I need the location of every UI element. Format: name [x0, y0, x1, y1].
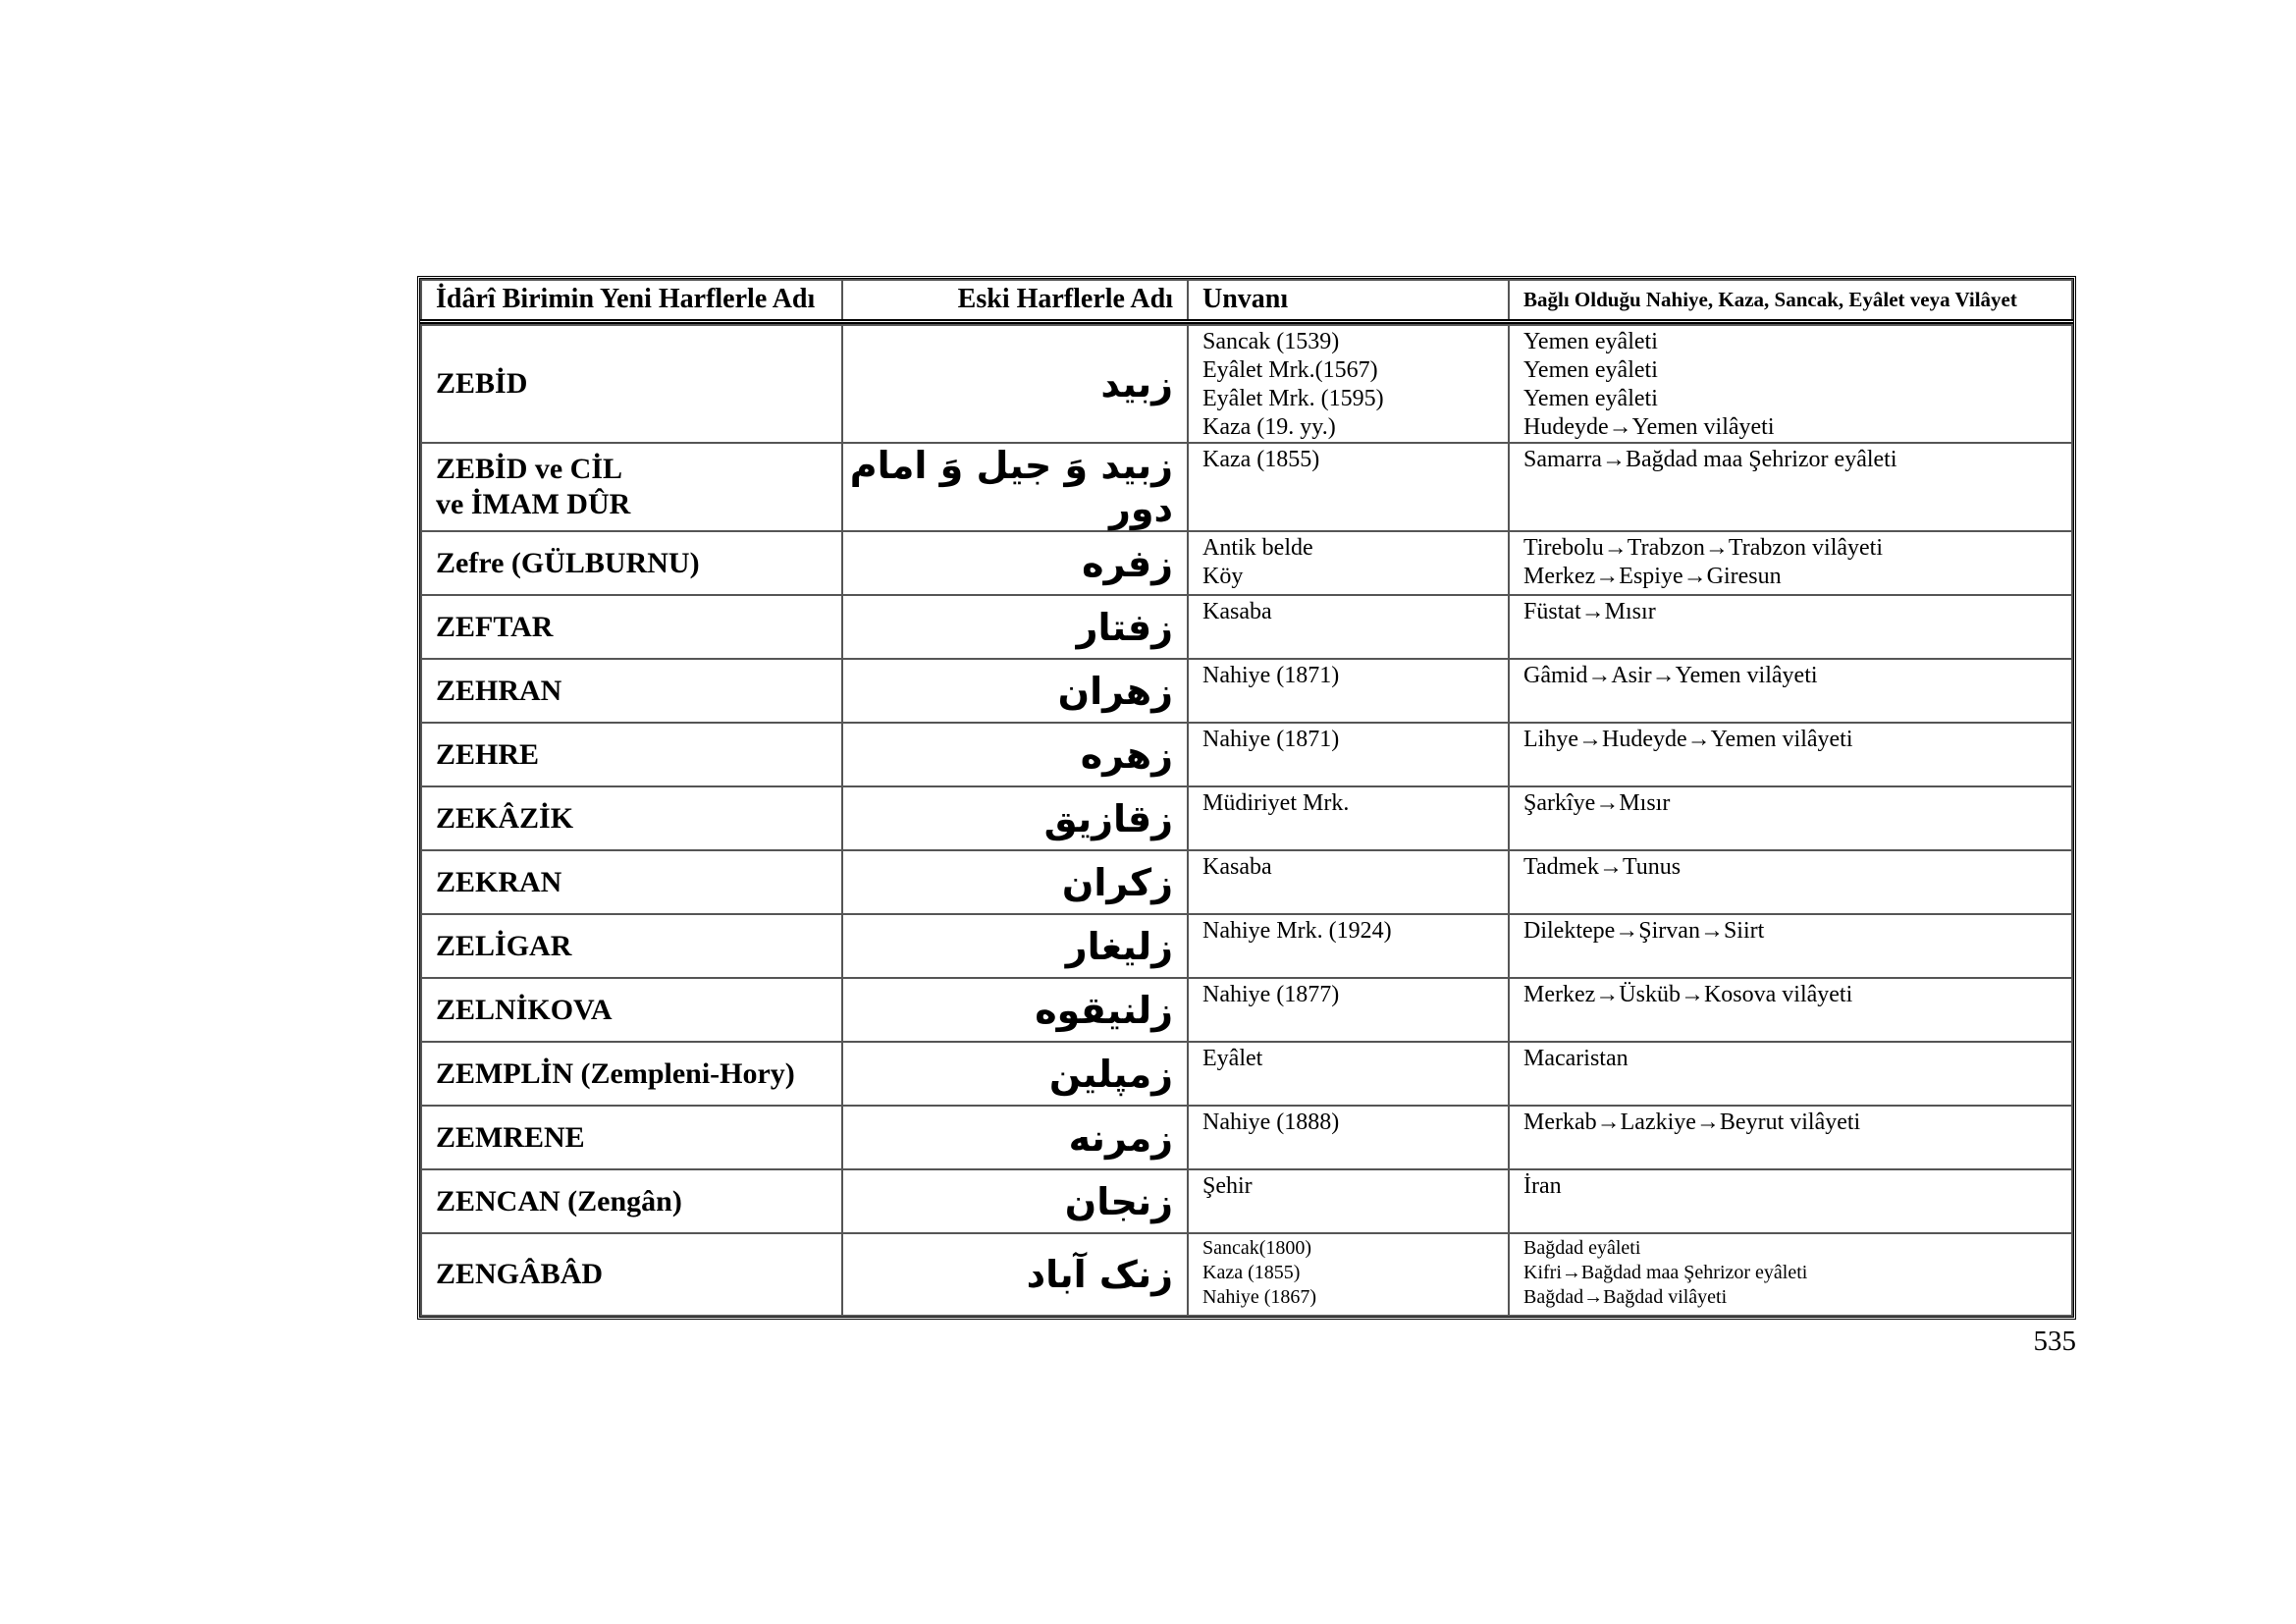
affiliation-line: Merkab→Lazkiye→Beyrut vilâyeti	[1523, 1110, 1861, 1135]
row-old-name: زكران	[842, 850, 1188, 914]
table-header-row	[421, 280, 2072, 321]
affiliation-line: Merkez→Üsküb→Kosova vilâyeti	[1523, 982, 1853, 1007]
row-title	[1188, 443, 1509, 531]
row-old-name: زهره	[842, 723, 1188, 786]
name-line: ZEMRENE	[436, 1120, 585, 1154]
table-row	[421, 659, 2072, 723]
row-new-name	[421, 1233, 842, 1316]
row-new-name	[421, 1042, 842, 1106]
table-row	[421, 531, 2072, 595]
row-affiliation	[1509, 595, 2072, 659]
table-row	[421, 595, 2072, 659]
row-title	[1188, 531, 1509, 595]
gazetteer-table-frame	[417, 276, 2076, 1320]
row-affiliation	[1509, 1042, 2072, 1106]
name-line: ZEHRAN	[436, 674, 562, 707]
affiliation-line: Tirebolu→Trabzon→Trabzon vilâyeti	[1523, 535, 1883, 561]
name-line: ZEHRE	[436, 737, 540, 771]
affiliation-line: İran	[1523, 1173, 1562, 1199]
table-body	[421, 321, 2072, 1316]
table-row	[421, 443, 2072, 531]
row-old-name: زفتار	[842, 595, 1188, 659]
row-new-name	[421, 659, 842, 723]
page-number: 535	[2033, 1326, 2076, 1357]
row-old-name: زمرنه	[842, 1106, 1188, 1169]
row-title	[1188, 1106, 1509, 1169]
row-title	[1188, 1233, 1509, 1316]
row-new-name	[421, 531, 842, 595]
header-new-name: İdârî Birimin Yeni Harflerle Adı	[421, 280, 842, 321]
affiliation-line: Bağdad eyâleti	[1523, 1237, 1641, 1259]
name-line: ZEBİD	[436, 367, 528, 400]
affiliation-line: Yemen eyâleti	[1523, 357, 1658, 383]
row-title	[1188, 1169, 1509, 1233]
row-old-name: زمپلين	[842, 1042, 1188, 1106]
affiliation-line: Samarra→Bağdad maa Şehrizor eyâleti	[1523, 447, 1897, 472]
row-new-name	[421, 443, 842, 531]
row-old-name: زفره	[842, 531, 1188, 595]
title-line: Nahiye (1877)	[1202, 982, 1340, 1007]
row-title	[1188, 850, 1509, 914]
row-new-name	[421, 786, 842, 850]
name-line: Zefre (GÜLBURNU)	[436, 546, 700, 579]
row-affiliation	[1509, 978, 2072, 1042]
table-row	[421, 1169, 2072, 1233]
table-row	[421, 723, 2072, 786]
name-line: ZELNİKOVA	[436, 993, 613, 1026]
name-line: ZEMPLİN (Zempleni-Hory)	[436, 1056, 795, 1090]
title-line: Kasaba	[1202, 599, 1272, 624]
row-new-name	[421, 914, 842, 978]
affiliation-line: Hudeyde→Yemen vilâyeti	[1523, 414, 1775, 440]
table-row	[421, 850, 2072, 914]
row-title	[1188, 325, 1509, 443]
title-line: Kaza (1855)	[1202, 447, 1320, 472]
row-title	[1188, 595, 1509, 659]
row-old-name: زليغار	[842, 914, 1188, 978]
row-affiliation	[1509, 914, 2072, 978]
table-row	[421, 914, 2072, 978]
name-line: ZELİGAR	[436, 929, 572, 962]
table-row	[421, 1233, 2072, 1316]
title-line: Antik belde	[1202, 535, 1313, 561]
name-line: ZEBİD ve CİL	[436, 453, 623, 485]
title-line: Sancak(1800)	[1202, 1237, 1312, 1259]
affiliation-line: Lihye→Hudeyde→Yemen vilâyeti	[1523, 727, 1853, 752]
table-row	[421, 1106, 2072, 1169]
row-affiliation	[1509, 325, 2072, 443]
table-row	[421, 325, 2072, 443]
title-line: Nahiye (1871)	[1202, 727, 1340, 752]
row-old-name: زبيد	[842, 325, 1188, 443]
affiliation-line: Dilektepe→Şirvan→Siirt	[1523, 918, 1765, 944]
title-line: Nahiye (1871)	[1202, 663, 1340, 688]
affiliation-line: Merkez→Espiye→Giresun	[1523, 564, 1782, 589]
affiliation-line: Bağdad→Bağdad vilâyeti	[1523, 1286, 1728, 1308]
name-line: ZEKÂZİK	[436, 801, 574, 835]
row-title	[1188, 978, 1509, 1042]
title-line: Eyâlet	[1202, 1046, 1263, 1071]
row-new-name	[421, 850, 842, 914]
row-title	[1188, 786, 1509, 850]
row-affiliation	[1509, 1106, 2072, 1169]
name-line: ve İMAM DÛR	[436, 488, 631, 520]
table-row	[421, 786, 2072, 850]
title-line: Köy	[1202, 564, 1244, 589]
name-line: ZEKRAN	[436, 865, 562, 898]
affiliation-line: Kifri→Bağdad maa Şehrizor eyâleti	[1523, 1262, 1808, 1283]
row-affiliation	[1509, 443, 2072, 531]
row-title	[1188, 723, 1509, 786]
row-title	[1188, 914, 1509, 978]
affiliation-line: Yemen eyâleti	[1523, 329, 1658, 354]
row-old-name: زبيد وَ جيل وَ امام دور	[842, 443, 1188, 531]
affiliation-line: Macaristan	[1523, 1046, 1629, 1071]
title-line: Şehir	[1202, 1173, 1253, 1199]
title-line: Sancak (1539)	[1202, 329, 1340, 354]
row-affiliation	[1509, 531, 2072, 595]
affiliation-line: Füstat→Mısır	[1523, 599, 1656, 624]
affiliation-line: Şarkîye→Mısır	[1523, 790, 1671, 816]
affiliation-line: Yemen eyâleti	[1523, 386, 1658, 411]
title-line: Nahiye (1888)	[1202, 1110, 1340, 1135]
row-new-name	[421, 978, 842, 1042]
header-title: Unvanı	[1188, 280, 1509, 321]
table-row	[421, 978, 2072, 1042]
title-line: Kaza (19. yy.)	[1202, 414, 1336, 440]
title-line: Eyâlet Mrk. (1595)	[1202, 386, 1384, 411]
name-line: ZENCAN (Zengân)	[436, 1184, 682, 1218]
row-affiliation	[1509, 1169, 2072, 1233]
row-old-name: زلنيقوه	[842, 978, 1188, 1042]
gazetteer-table	[420, 279, 2073, 1317]
name-line: ZENGÂBÂD	[436, 1258, 604, 1290]
row-new-name	[421, 595, 842, 659]
header-old-name: Eski Harflerle Adı	[842, 280, 1188, 321]
title-line: Müdiriyet Mrk.	[1202, 790, 1350, 816]
row-new-name	[421, 1169, 842, 1233]
affiliation-line: Gâmid→Asir→Yemen vilâyeti	[1523, 663, 1818, 688]
title-line: Kaza (1855)	[1202, 1262, 1301, 1283]
row-new-name	[421, 723, 842, 786]
name-line: ZEFTAR	[436, 610, 554, 643]
row-affiliation	[1509, 786, 2072, 850]
affiliation-line: Tadmek→Tunus	[1523, 854, 1682, 880]
table-row	[421, 1042, 2072, 1106]
title-line: Nahiye Mrk. (1924)	[1202, 918, 1392, 944]
row-new-name	[421, 1106, 842, 1169]
row-affiliation	[1509, 659, 2072, 723]
row-new-name	[421, 325, 842, 443]
title-line: Nahiye (1867)	[1202, 1286, 1317, 1308]
row-old-name: زنجان	[842, 1169, 1188, 1233]
title-line: Eyâlet Mrk.(1567)	[1202, 357, 1378, 383]
title-line: Kasaba	[1202, 854, 1272, 880]
row-title	[1188, 1042, 1509, 1106]
row-old-name: زقازيق	[842, 786, 1188, 850]
row-affiliation	[1509, 1233, 2072, 1316]
row-affiliation	[1509, 850, 2072, 914]
row-title	[1188, 659, 1509, 723]
row-affiliation	[1509, 723, 2072, 786]
row-old-name: زنک آباد	[842, 1233, 1188, 1316]
header-affiliation: Bağlı Olduğu Nahiye, Kaza, Sancak, Eyâlet veya Vilâyet	[1509, 280, 2072, 321]
row-old-name: زهران	[842, 659, 1188, 723]
